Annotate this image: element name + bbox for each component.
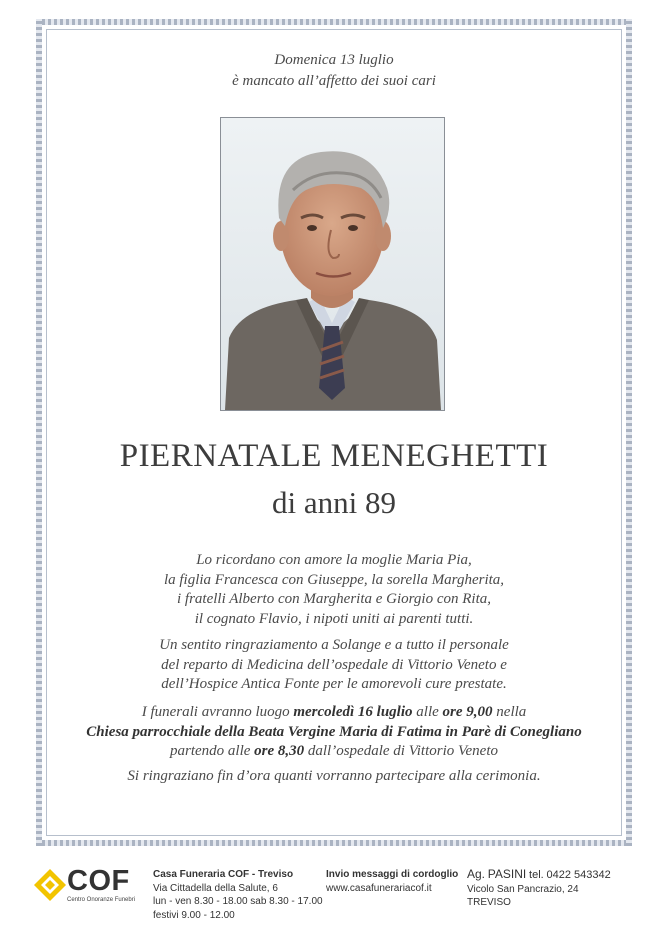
- agency-info: [153, 868, 323, 922]
- family-line: il cognato Flavio, i nipoti uniti ai parenti tutti.: [194, 610, 474, 627]
- agency-title: Casa Funeraria COF - Treviso: [153, 869, 294, 880]
- agency-address: Via Cittadella della Salute, 6: [153, 882, 278, 894]
- condolence-title: Invio messaggi di cordoglio: [326, 869, 459, 880]
- local-agency-address: Vicolo San Pancrazio, 24: [467, 883, 579, 895]
- cof-logo-text: COF: [67, 865, 130, 897]
- frame-border-top: [36, 19, 632, 25]
- thanks-line: del reparto di Medicina dell’ospedale di Vittorio Veneto e: [161, 656, 507, 673]
- agency-hours: lun - ven 8.30 - 18.00 sab 8.30 - 17.00: [153, 896, 323, 907]
- family-paragraph: [46, 551, 622, 629]
- funeral-text: nella: [492, 704, 527, 720]
- funeral-line-2: [46, 723, 622, 743]
- agency-name: PASINI: [487, 867, 527, 881]
- funeral-church: Chiesa parrocchiale della Beata Vergine Maria di Fatima in Parè di Conegliano: [86, 723, 582, 740]
- local-agency-info: [467, 868, 611, 910]
- family-line: Lo ricordano con amore la moglie Maria Pia,: [196, 552, 472, 568]
- thanks-line: dell’Hospice Antica Fonte per le amorevoli cure prestate.: [161, 676, 507, 692]
- family-line: la figlia Francesca con Giuseppe, la sorella Margherita,: [163, 571, 505, 588]
- frame-border-bottom: [36, 840, 632, 846]
- closing-text: Si ringraziano fin d’ora quanti vorranno partecipare alla cerimonia.: [127, 768, 541, 784]
- local-agency-city: TREVISO: [467, 897, 511, 908]
- funeral-text: dall’ospedale di Vittorio Veneto: [304, 743, 498, 759]
- funeral-line-3: [46, 742, 622, 762]
- deceased-name: PIERNATALE MENEGHETTI: [119, 438, 549, 474]
- funeral-text: partendo alle: [169, 743, 255, 759]
- frame-border-right: [626, 19, 632, 846]
- intro-text: è mancato all’affetto dei suoi cari: [232, 73, 436, 89]
- condolence-url[interactable]: www.casafunerariacof.it: [326, 882, 432, 894]
- cof-logo-subtitle: Centro Onoranze Funebri: [67, 897, 136, 903]
- funeral-text: alle: [412, 704, 443, 720]
- funeral-paragraph: [46, 703, 622, 762]
- departure-time: ore 8,30: [254, 743, 305, 759]
- condolence-info: [326, 868, 458, 895]
- portrait-photo: [220, 117, 445, 411]
- intro-date: Domenica 13 luglio: [274, 52, 394, 68]
- family-line: i fratelli Alberto con Margherita e Giorgio con Rita,: [177, 591, 491, 607]
- footer: [0, 860, 661, 927]
- thanks-paragraph: [46, 636, 622, 695]
- thanks-line: Un sentito ringraziamento a Solange e a tutto il personale: [159, 637, 509, 653]
- agency-hours-holidays: festivi 9.00 - 12.00: [153, 909, 235, 921]
- funeral-time: ore 9,00: [442, 704, 493, 720]
- announcement-intro: [46, 50, 622, 92]
- local-agency-line: [467, 868, 611, 883]
- funeral-text: I funerali avranno luogo: [141, 704, 294, 720]
- funeral-date: mercoledì 16 luglio: [293, 704, 413, 720]
- cof-diamond-icon: [33, 868, 67, 902]
- funeral-line-1: [46, 703, 622, 723]
- frame-border-left: [36, 19, 42, 846]
- tel-number: 0422 543342: [546, 869, 611, 881]
- portrait-illustration: [221, 118, 444, 410]
- deceased-age: di anni 89: [272, 485, 396, 520]
- tel-label: tel.: [529, 869, 544, 881]
- agency-prefix: Ag.: [467, 867, 486, 881]
